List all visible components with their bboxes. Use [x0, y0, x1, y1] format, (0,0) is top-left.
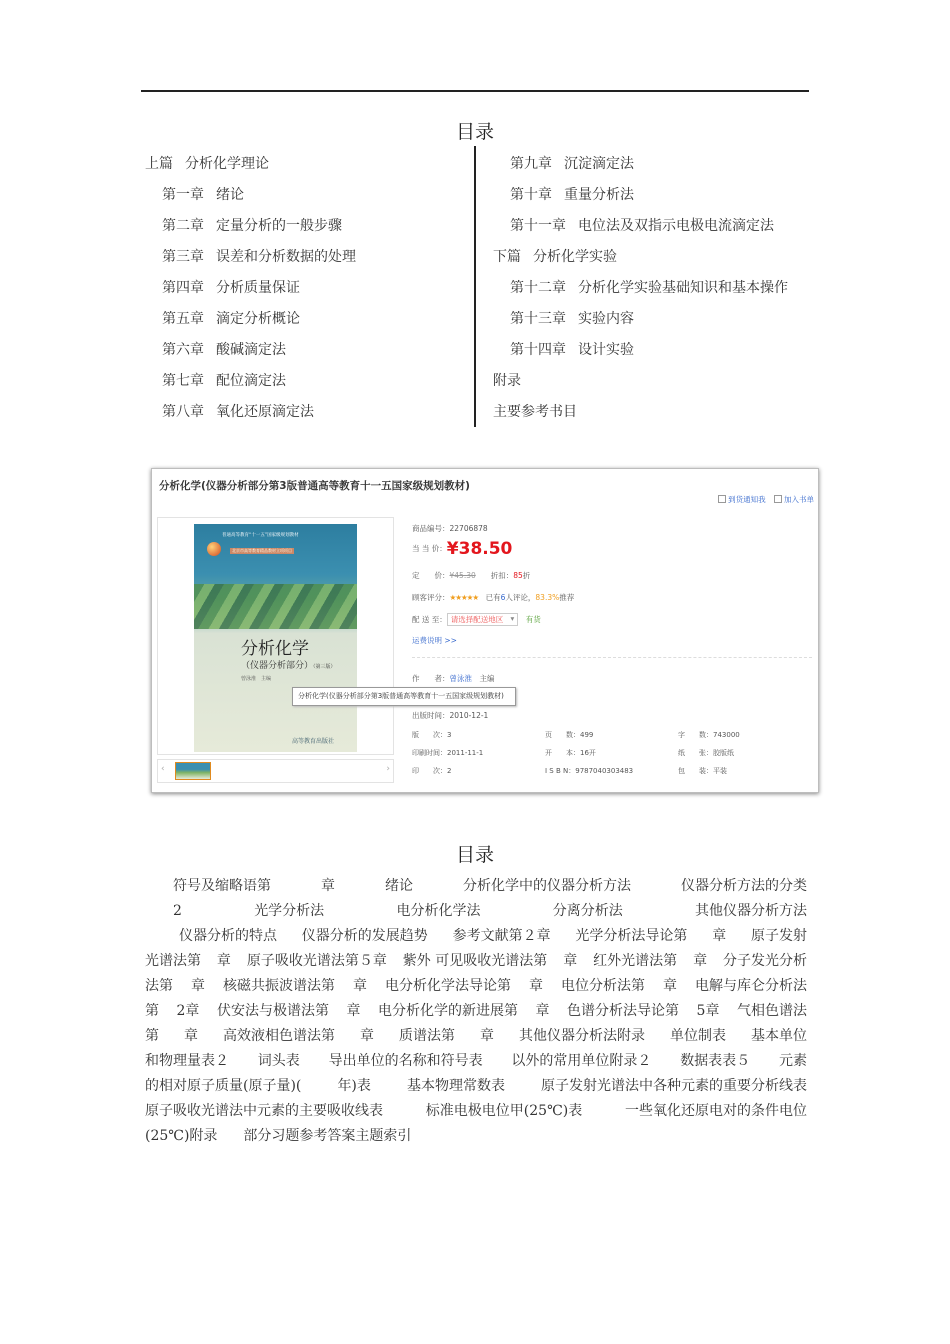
toc2-phrase: 章: [563, 953, 578, 969]
cover-title: 分析化学: [241, 639, 309, 659]
toc2-phrase: 电分析化学的新进展第: [378, 1003, 518, 1019]
toc-left-column: [145, 153, 356, 432]
spec-cell: 印 次：2: [412, 767, 452, 775]
header-rule: [141, 90, 809, 92]
toc2-phrase: 红外光谱法第: [593, 953, 678, 969]
toc2-phrase: 紫外 可见吸收光谱法第: [402, 953, 548, 969]
toc-entry-number: 第十一章: [510, 218, 566, 234]
toc-entry-title: 设计实验: [578, 342, 634, 358]
toc2-line: [145, 1049, 810, 1074]
toc2-line: [145, 1024, 810, 1049]
toc2-phrase: 标准电极电位甲(25℃)表: [425, 1103, 583, 1119]
toc2-phrase: 分离分析法: [552, 903, 623, 919]
toc2-line: [145, 924, 810, 949]
toc2-phrase: 分子发光分析: [723, 953, 807, 969]
toc-entry-title: 分析质量保证: [216, 280, 300, 296]
toc2-phrase: 绪论: [385, 878, 413, 894]
spec-cell: 版 次：3: [412, 731, 452, 739]
toc-entry-title: 分析化学实验基础知识和基本操作: [578, 280, 788, 296]
toc-entry-number: 第三章: [162, 249, 204, 265]
toc2-phrase: 光谱法第: [145, 953, 201, 969]
toc2-phrase: 其他仪器分析法附录: [519, 1028, 645, 1044]
toc2-phrase: 章: [535, 1003, 550, 1019]
toc2-phrase: 原子吸收光谱法第５章: [246, 953, 387, 969]
toc-entry-title: 沉淀滴定法: [564, 156, 634, 172]
toc2-phrase: 部分习题参考答案主题索引: [243, 1128, 412, 1144]
spec-cell: 开 本：16开: [545, 749, 596, 757]
toc-entry-number: 第十四章: [510, 342, 566, 358]
toc2-phrase: 元素: [779, 1053, 807, 1069]
toc2-phrase: 单位制表: [670, 1028, 726, 1044]
toc-entry: [493, 277, 788, 308]
toc-entry-title: 滴定分析概论: [216, 311, 300, 327]
divider: [412, 657, 812, 658]
shipping-info-link[interactable]: 运费说明 >>: [412, 636, 457, 645]
reviews-link[interactable]: 6: [500, 593, 506, 602]
toc-entry: [145, 277, 356, 308]
pubdate-row: 出版时间：2010-12-1: [412, 711, 489, 720]
checkbox-icon: [774, 495, 782, 503]
spec-cell: 字 数：743000: [678, 731, 740, 739]
toc2-phrase: 仪器分析的发展趋势: [301, 928, 428, 944]
toc2-phrase: 其他仪器分析方法: [695, 903, 807, 919]
toc-entry: [145, 215, 356, 246]
price-row: 当 当 价：¥38.50: [412, 539, 513, 559]
notify-link[interactable]: 到货通知我: [718, 495, 766, 504]
chevron-right-icon[interactable]: ›: [386, 764, 390, 774]
toc2-phrase: 章: [191, 978, 205, 994]
toc2-phrase: 章: [353, 978, 367, 994]
column-divider: [474, 146, 476, 427]
toc2-phrase: 原子发射光谱法中各种元素的重要分析线表: [541, 1078, 807, 1094]
toc2-phrase: 词头表: [257, 1053, 300, 1069]
toc2-phrase: 第: [145, 1003, 159, 1019]
product-screenshot: [151, 468, 819, 793]
toc2-phrase: 章: [712, 928, 727, 944]
toc2-phrase: 基本单位: [751, 1028, 807, 1044]
toc2-phrase: 章: [529, 978, 543, 994]
toc2-phrase: 基本物理常数表: [406, 1078, 505, 1094]
cover-series: 普通高等教育“十一五”国家级规划教材: [222, 533, 299, 538]
toc-entry-number: 主要参考书目: [493, 404, 577, 420]
rating-stars-icon: ★★★★★: [449, 593, 479, 602]
toc2-phrase: 2: [173, 903, 182, 919]
toc2-phrase: 原子吸收光谱法中元素的主要吸收线表: [145, 1103, 383, 1119]
toc-entry-number: 下篇: [493, 249, 521, 265]
toc2-phrase: 电分析化学法导论第: [385, 978, 511, 994]
toc2-phrase: 高效液相色谱法第: [223, 1028, 335, 1044]
toc-entry-title: 电位法及双指示电极电流滴定法: [578, 218, 774, 234]
toc-entry-number: 第一章: [162, 187, 204, 203]
toc2-line: [145, 899, 810, 924]
toc2-phrase: 章: [346, 1003, 361, 1019]
toc2-phrase: 电分析化学法: [396, 903, 481, 919]
toc-entry-number: 第十三章: [510, 311, 566, 327]
toc-title: 目录: [455, 121, 494, 143]
toc-entry: [493, 246, 788, 277]
toc2-phrase: 电位分析法第: [561, 978, 645, 994]
toc-entry-number: 附录: [493, 373, 521, 389]
book-cover-image: [194, 524, 357, 752]
toc2-phrase: 和物理量表２: [145, 1053, 229, 1069]
toc2-phrase: 年)表: [337, 1078, 371, 1094]
thumbnail-strip: [157, 759, 394, 783]
toc2-phrase: 章: [663, 978, 677, 994]
toc2-phrase: 色谱分析法导论第: [567, 1003, 680, 1019]
chevron-left-icon[interactable]: ‹: [161, 764, 165, 774]
cover-badge: 北京市高等教育精品教材立项项目: [232, 548, 292, 553]
toc-entry: [145, 184, 356, 215]
toc-entry: [145, 370, 356, 401]
toc-entry: [493, 153, 788, 184]
toc2-phrase: 章: [480, 1028, 494, 1044]
title-tooltip: 分析化学(仪器分析部分第3版普通高等教育十一五国家级规划教材): [292, 687, 516, 706]
toc2-phrase: 章: [693, 953, 708, 969]
toc-entry-title: 分析化学实验: [533, 249, 617, 265]
toc2-phrase: 电解与库仑分析法: [695, 978, 807, 994]
ship-region-select[interactable]: 请选择配送地区 ▾: [447, 613, 519, 626]
toc2-phrase: 仪器分析方法的分类: [681, 878, 807, 894]
spec-cell: 包 装：平装: [678, 767, 727, 775]
toc2-phrase: 法第: [145, 978, 173, 994]
stock-status: 有货: [525, 615, 541, 624]
toc-entry: [145, 308, 356, 339]
toc-entry-number: 第八章: [162, 404, 204, 420]
toc-entry-number: 第十二章: [510, 280, 566, 296]
spec-cell: 印刷时间：2011-11-1: [412, 749, 484, 757]
toc-entry-title: 误差和分析数据的处理: [216, 249, 356, 265]
cover-graphic: [194, 584, 357, 629]
toc-entry-number: 第七章: [162, 373, 204, 389]
product-title: 分析化学(仪器分析部分第3版普通高等教育十一五国家级规划教材): [159, 480, 470, 492]
cover-subtitle: （仪器分析部分）（第三版）: [241, 661, 336, 671]
toc2-text: [145, 874, 810, 1149]
toc2-phrase: 的相对原子质量(原子量)(: [145, 1078, 302, 1094]
spec-cell: I S B N：9787040303483: [545, 767, 634, 775]
add-to-list-link[interactable]: 加入书单: [774, 495, 814, 504]
toc2-line: [145, 1124, 810, 1149]
toc2-line: [145, 999, 810, 1024]
current-price: ¥38.50: [446, 539, 513, 559]
shipping-row: 配 送 至： 请选择配送地区 ▾ 有货: [412, 613, 541, 626]
author-row: 作 者：曾泳淮 主编: [412, 674, 495, 683]
toc2-phrase: 仪器分析的特点: [179, 928, 277, 944]
cover-emblem-icon: [207, 542, 221, 556]
toc2-phrase: 符号及缩略语第: [173, 878, 271, 894]
toc-entry-title: 酸碱滴定法: [216, 342, 286, 358]
list-price: ¥45.30: [449, 571, 476, 580]
toc2-phrase: 5章: [696, 1003, 720, 1019]
discount: 85: [513, 571, 523, 580]
toc2-phrase: 原子发射: [751, 928, 807, 944]
toc2-phrase: 光学分析法导论第: [575, 928, 688, 944]
toc-entry-number: 第九章: [510, 156, 552, 172]
product-links: [712, 494, 814, 505]
toc2-phrase: 数据表表５: [680, 1053, 751, 1069]
toc-entry-title: 重量分析法: [564, 187, 634, 203]
spec-cell: 页 数：499: [545, 731, 594, 739]
toc-entry: [493, 339, 788, 370]
toc-entry: [145, 401, 356, 432]
toc2-phrase: 章: [184, 1028, 198, 1044]
toc-entry: [493, 184, 788, 215]
cover-publisher: 高等教育出版社: [292, 738, 335, 745]
toc-entry-number: 上篇: [145, 156, 173, 172]
toc-entry-title: 实验内容: [578, 311, 634, 327]
toc2-line: [145, 874, 810, 899]
toc2-phrase: 章: [360, 1028, 374, 1044]
toc2-phrase: 导出单位的名称和符号表: [328, 1053, 483, 1069]
toc-entry-title: 定量分析的一般步骤: [216, 218, 342, 234]
toc-entry-number: 第二章: [162, 218, 204, 234]
toc2-phrase: 伏安法与极谱法第: [216, 1003, 329, 1019]
list-price-row: 定 价：¥45.30 折扣：85折: [412, 571, 531, 580]
toc2-line: [145, 1074, 810, 1099]
toc-entry-number: 第四章: [162, 280, 204, 296]
toc-entry-title: 绪论: [216, 187, 244, 203]
toc-entry-title: 分析化学理论: [185, 156, 269, 172]
toc2-phrase: 章: [216, 953, 231, 969]
toc-entry-title: 氧化还原滴定法: [216, 404, 314, 420]
toc2-line: [145, 1099, 810, 1124]
toc-entry: [145, 153, 356, 184]
toc2-line: [145, 974, 810, 999]
checkbox-icon: [718, 495, 726, 503]
toc2-title: 目录: [455, 844, 494, 866]
product-id-row: 商品编号：22706878: [412, 524, 488, 533]
toc2-phrase: 以外的常用单位附录２: [511, 1053, 652, 1069]
toc-right-column: [493, 153, 788, 432]
toc-entry-number: 第六章: [162, 342, 204, 358]
author-link[interactable]: 曾泳淮: [449, 674, 472, 683]
toc2-phrase: 一些氧化还原电对的条件电位: [625, 1103, 807, 1119]
toc2-phrase: 2章: [176, 1003, 200, 1019]
toc2-phrase: 章: [321, 878, 335, 894]
toc-entry-title: 配位滴定法: [216, 373, 286, 389]
toc-entry: [145, 339, 356, 370]
toc2-line: [145, 949, 810, 974]
toc2-phrase: 气相色谱法: [737, 1003, 807, 1019]
toc-entry: [493, 215, 788, 246]
toc-entry-number: 第十章: [510, 187, 552, 203]
toc2-phrase: 光学分析法: [254, 903, 325, 919]
cover-thumbnail[interactable]: [175, 762, 211, 780]
toc2-phrase: 分析化学中的仪器分析方法: [463, 878, 631, 894]
toc-entry: [493, 308, 788, 339]
toc-entry: [145, 246, 356, 277]
toc2-phrase: 核磁共振波谱法第: [223, 978, 335, 994]
toc2-phrase: (25℃)附录: [145, 1128, 218, 1144]
toc2-phrase: 第: [145, 1028, 159, 1044]
spec-cell: 纸 张：胶版纸: [678, 749, 734, 757]
toc-entry-number: 第五章: [162, 311, 204, 327]
rating-row: 顾客评分：★★★★★ 已有6人评论，83.3%推荐: [412, 593, 575, 602]
toc2-phrase: 质谱法第: [399, 1028, 455, 1044]
cover-author: 曾泳淮 主编: [241, 676, 272, 682]
toc2-phrase: 参考文献第２章: [452, 928, 551, 944]
toc-entry: [493, 370, 788, 401]
toc-entry: [493, 401, 788, 432]
cover-viewer[interactable]: [157, 517, 394, 755]
